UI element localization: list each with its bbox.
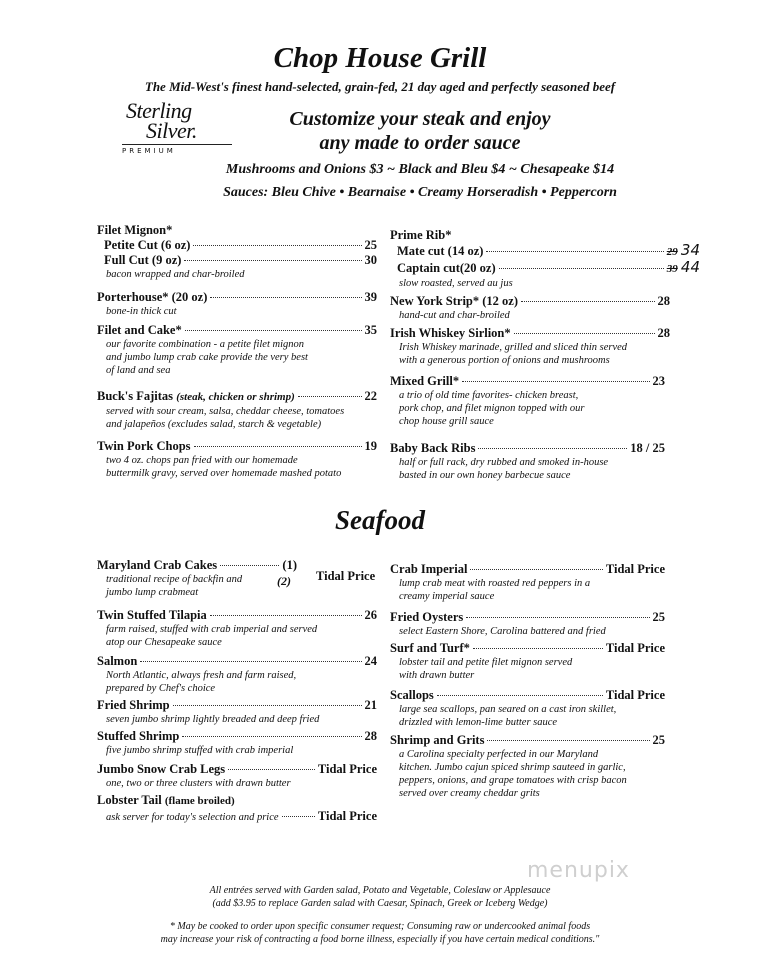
scallops-item: Scallops Tidal Price large sea scallops, pan seared on a cast iron skillet, drizzled with lemon-lime butter sauce — [390, 688, 665, 728]
captain-cut-row: Captain cut(20 oz) 39 44 — [397, 258, 700, 276]
menu-title: Chop House Grill — [273, 42, 487, 74]
filet-mignon-group — [97, 223, 377, 281]
logo-line2: Silver. — [146, 118, 197, 143]
lobster-tail-item: Lobster Tail (flame broiled) ask server for today's selection and price Tidal Price — [97, 793, 377, 823]
filet-and-cake-item: Filet and Cake* 35 our favorite combination - a petite filet mignon and jumbo lump crab cake provide the very best of land and sea — [97, 323, 377, 376]
footer-sides: All entrées served with Garden salad, Potato and Vegetable, Coleslaw or Applesauce (add $3.95 to replace Garden salad with Caesar, Spinach, Greek or Iceberg Wedge) — [209, 885, 551, 909]
irish-sirloin-item: Irish Whiskey Sirlion* 28 Irish Whiskey marinade, grilled and sliced thin served with a generous portion of onions and mushrooms — [390, 326, 670, 366]
logo-sub: PREMIUM — [122, 147, 176, 155]
fajitas-item: Buck's Fajitas (steak, chicken or shrimp) 22 served with sour cream, salsa, cheddar cheese, tomatoes and jalapeños (excludes salad, starch & vegetable) — [97, 389, 377, 430]
crab-cakes-item: Maryland Crab Cakes (1) traditional recipe of backfin and jumbo lump crabmeat (2) Tidal Price — [97, 558, 376, 598]
sauces-line: Sauces: Bleu Chive • Bearnaise • Creamy Horseradish • Peppercorn — [223, 185, 617, 200]
logo-rule — [122, 144, 232, 145]
baby-back-ribs-item: Baby Back Ribs 18 / 25 half or full rack, dry rubbed and smoked in-house basted in our own honey barbecue sauce — [390, 441, 665, 481]
filet-header: Filet Mignon* — [97, 223, 173, 237]
shrimp-grits-item: Shrimp and Grits 25 a Carolina specialty perfected in our Maryland kitchen. Jumbo cajun spiced shrimp sauteed in garlic, peppers, onions, and grape tomatoes with crisp bacon served over creamy cheddar grits — [390, 733, 665, 799]
salmon-item: Salmon 24 North Atlantic, always fresh and farm raised, prepared by Chef's choice — [97, 654, 377, 694]
crab-imperial-item: Crab Imperial Tidal Price lump crab meat with roasted red peppers in a creamy imperial sauce — [390, 562, 665, 602]
footer-disclaimer: * May be cooked to order upon specific consumer request; Consuming raw or undercooked animal foods may increase your risk of contracting a food borne illness, especially if you have certain medical conditions." — [160, 921, 600, 945]
pork-chops-item: Twin Pork Chops 19 two 4 oz. chops pan fried with our homemade buttermilk gravy, served over homemade mashed potato — [97, 439, 377, 479]
menupix-watermark: menupix — [527, 858, 630, 883]
porterhouse-item: Porterhouse* (20 oz) 39 bone-in thick cut — [97, 290, 377, 317]
logo-line1: Sterling — [126, 98, 192, 123]
prime-rib-group: Prime Rib* Mate cut (14 oz) 29 34 Captain cut(20 oz) 39 44 slow roasted, served au jus — [390, 228, 700, 289]
fried-oysters-item: Fried Oysters 25 select Eastern Shore, Carolina battered and fried — [390, 610, 665, 637]
sterling-silver-logo — [118, 98, 238, 160]
fried-shrimp-item: Fried Shrimp 21 seven jumbo shrimp lightly breaded and deep fried — [97, 698, 377, 725]
full-cut-row: Full Cut (9 oz) 30 — [104, 253, 377, 267]
stuffed-shrimp-item: Stuffed Shrimp 28 five jumbo shrimp stuffed with crab imperial — [97, 729, 377, 756]
mixed-grill-item: Mixed Grill* 23 a trio of old time favorites- chicken breast, pork chop, and filet mignon topped with our chop house grill sauce — [390, 374, 665, 427]
tagline: The Mid-West's finest hand-selected, grain-fed, 21 day aged and perfectly seasoned beef — [144, 79, 616, 94]
ny-strip-item: New York Strip* (12 oz) 28 hand-cut and char-broiled — [390, 294, 670, 321]
customize-heading-1: Customize your steak and enjoy — [289, 108, 551, 130]
snow-crab-item: Jumbo Snow Crab Legs Tidal Price one, two or three clusters with drawn butter — [97, 762, 377, 789]
tilapia-item: Twin Stuffed Tilapia 26 farm raised, stuffed with crab imperial and served atop our Chesapeake sauce — [97, 608, 377, 648]
petite-cut-row: Petite Cut (6 oz) 25 — [104, 238, 377, 252]
surf-turf-item: Surf and Turf* Tidal Price lobster tail and petite filet mignon served with drawn butter — [390, 641, 665, 681]
addons-line: Mushrooms and Onions $3 ~ Black and Bleu $4 ~ Chesapeake $14 — [225, 162, 615, 177]
seafood-heading: Seafood — [335, 505, 425, 535]
filet-desc: bacon wrapped and char-broiled — [106, 269, 245, 280]
mate-cut-row: Mate cut (14 oz) 29 34 — [397, 241, 700, 259]
customize-heading-2: any made to order sauce — [319, 132, 521, 154]
